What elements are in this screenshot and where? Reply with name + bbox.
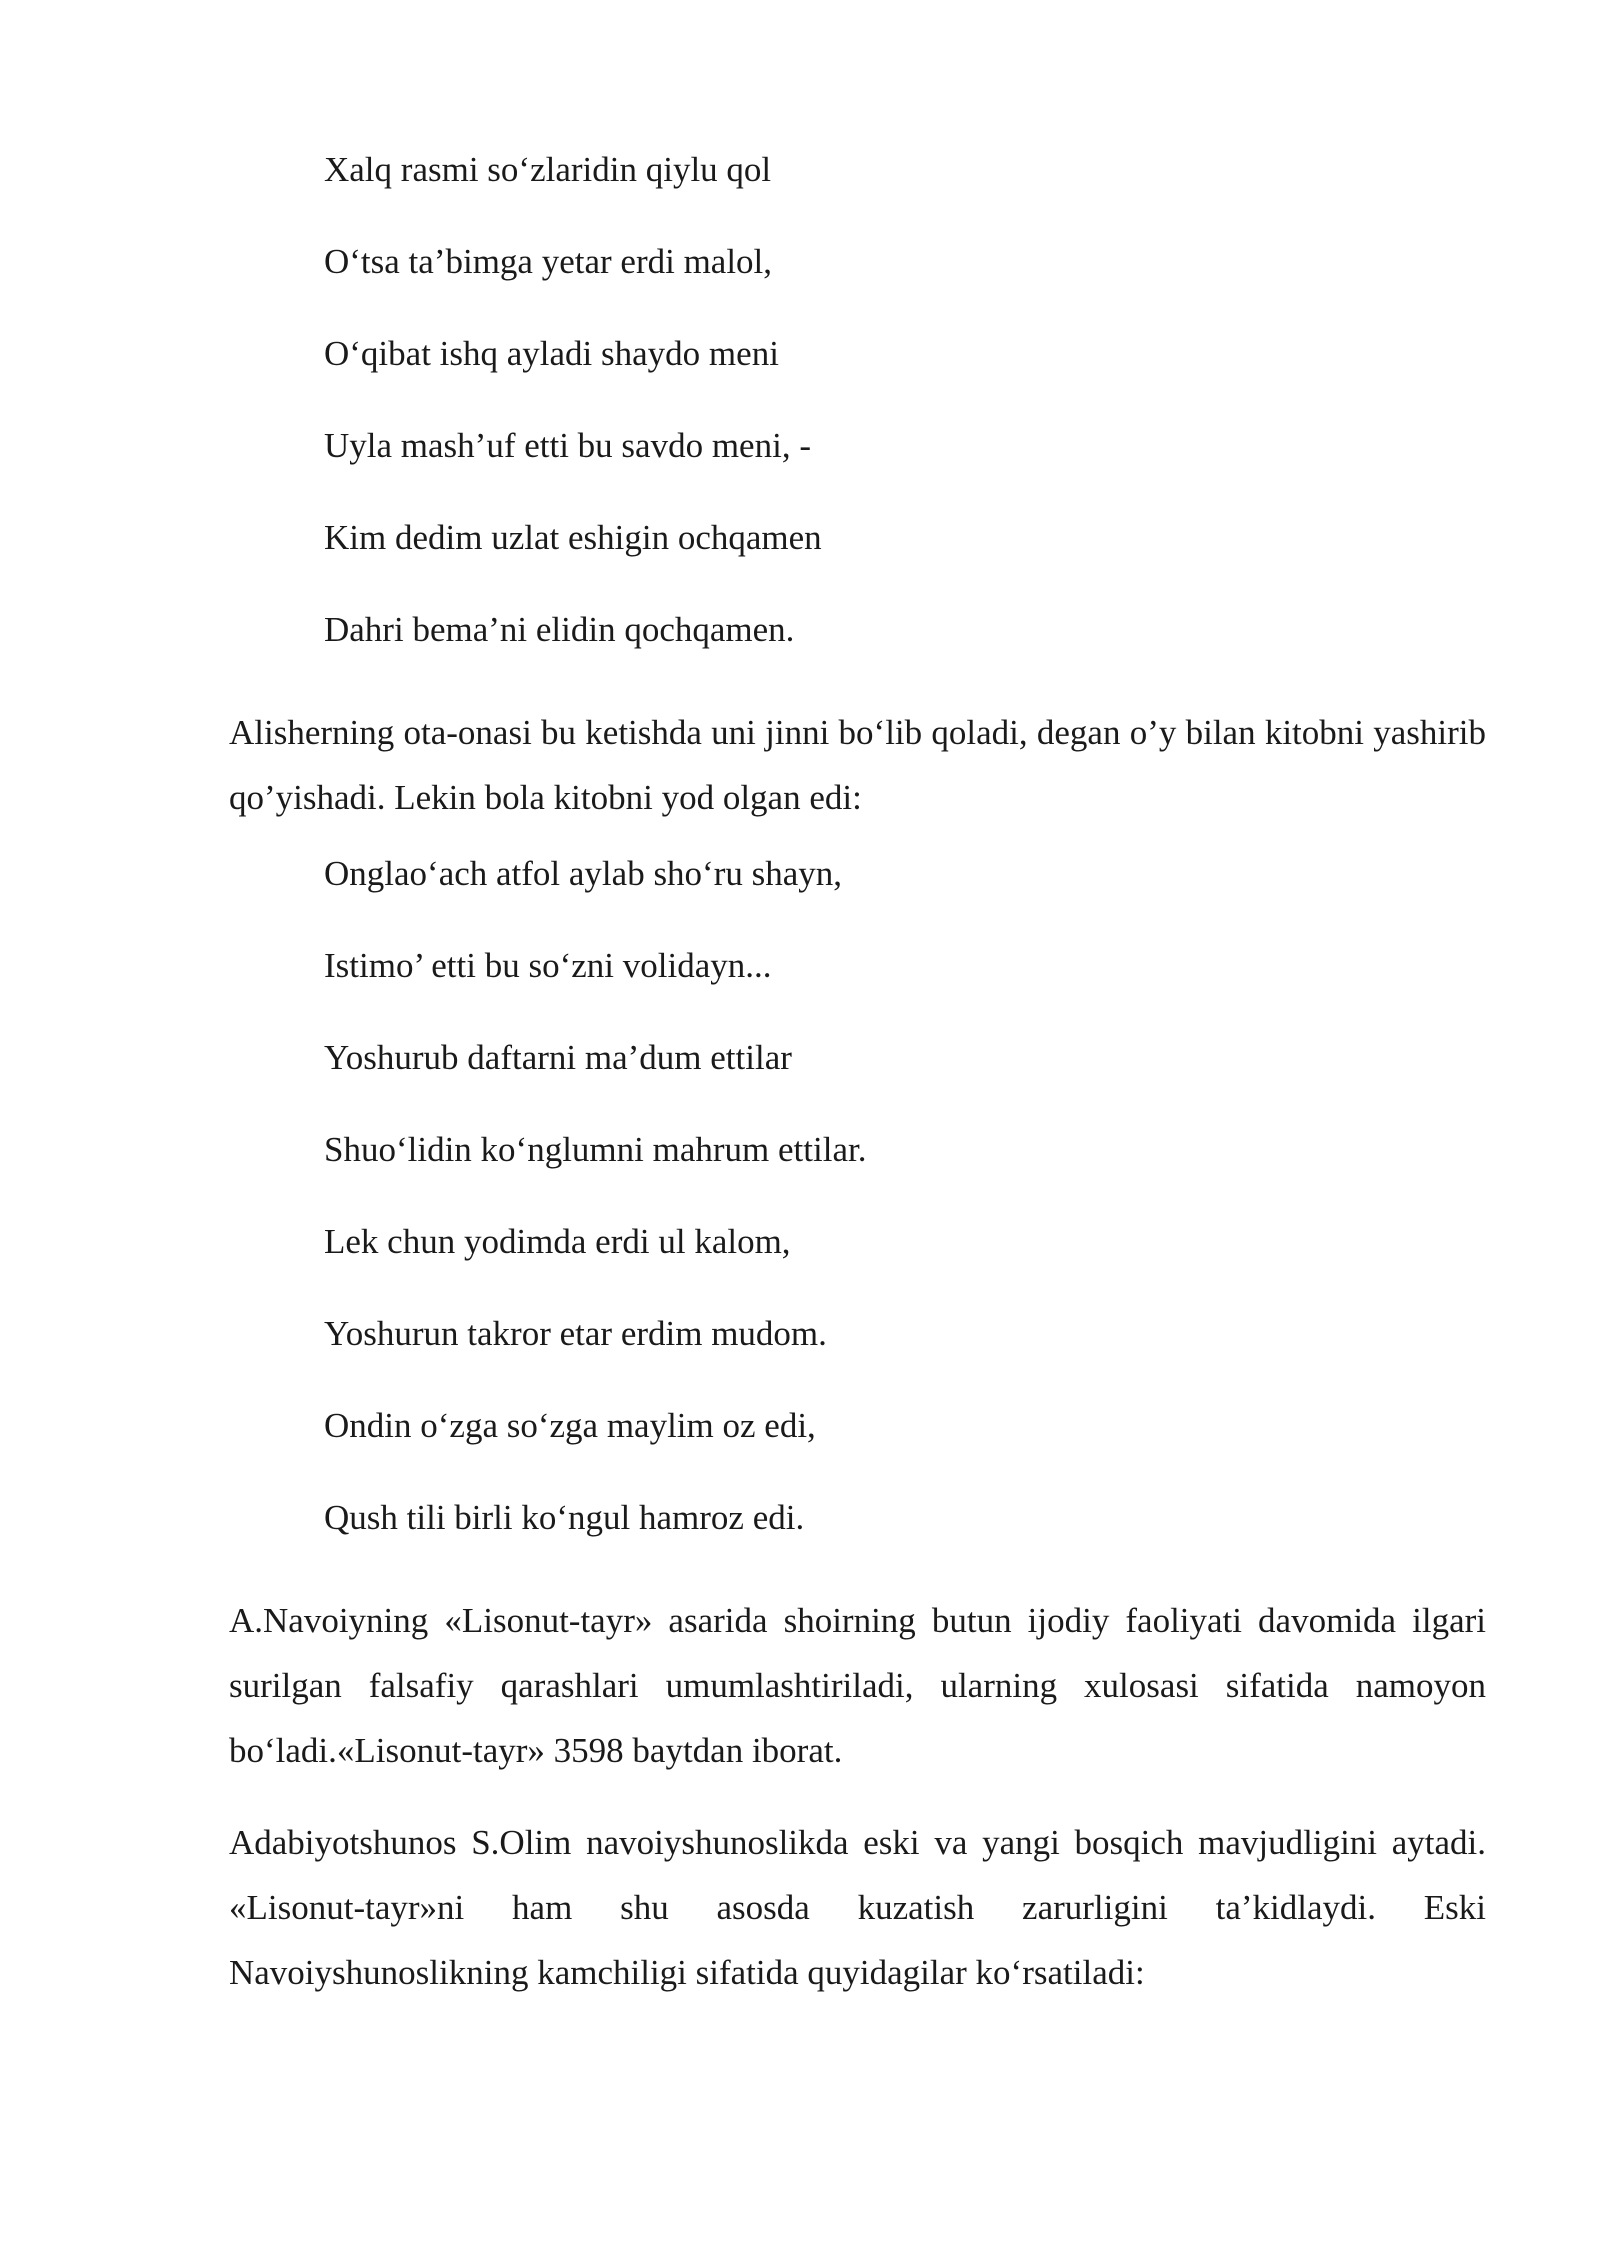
verse-line: Xalq rasmi so‘zlaridin qiylu qol (324, 150, 772, 189)
verse-block-2 (229, 852, 1486, 1588)
verse-line: Ondin o‘zga so‘zga maylim oz edi, (324, 1406, 816, 1445)
paragraph-3: Adabiyotshunos S.Olim navoiyshunoslikda eski va yangi bosqich mavjudligini aytadi. «Lisonut-tayr»ni ham shu asosda kuzatish zarurligini ta’kidlaydi. Eski Navoiyshunoslikning kamchiligi sifatida quyidagilar ko‘rsatiladi: (229, 1823, 1486, 1992)
paragraph-1: Alisherning ota-onasi bu ketishda uni jinni bo‘lib qoladi, degan o’y bilan kitobni yashirib qo’yishadi. Lekin bola kitobni yod olgan edi: (229, 713, 1486, 817)
paragraph-2: A.Navoiyning «Lisonut-tayr» asarida shoirning butun ijodiy faoliyati davomida ilgari surilgan falsafiy qarashlari umumlashtiriladi, ularning xulosasi sifatida namoyon bo‘ladi.«Lisonut-tayr» 3598 baytdan iborat. (229, 1601, 1486, 1770)
page-body (229, 148, 1486, 2005)
verse-line: O‘tsa ta’bimga yetar erdi malol, (324, 242, 773, 281)
verse-line: O‘qibat ishq ayladi shaydo meni (324, 334, 779, 373)
verse-line: Onglao‘ach atfol aylab sho‘ru shayn, (324, 854, 843, 893)
verse-line: Lek chun yodimda erdi ul kalom, (324, 1222, 791, 1261)
verse-line: Qush tili birli ko‘ngul hamroz edi. (324, 1498, 805, 1537)
verse-block-1 (229, 148, 1486, 700)
verse-line: Uyla mash’uf etti bu savdo meni, - (324, 426, 811, 465)
verse-line: Yoshurub daftarni ma’dum ettilar (324, 1038, 792, 1077)
verse-line: Istimo’ etti bu so‘zni volidayn... (324, 946, 772, 985)
verse-line: Shuo‘lidin ko‘nglumni mahrum ettilar. (324, 1130, 867, 1169)
paragraph-spacer (229, 1783, 1486, 1810)
verse-line: Yoshurun takror etar erdim mudom. (324, 1314, 827, 1353)
verse-line: Dahri bema’ni elidin qochqamen. (324, 610, 795, 649)
verse-line: Kim dedim uzlat eshigin ochqamen (324, 518, 822, 557)
